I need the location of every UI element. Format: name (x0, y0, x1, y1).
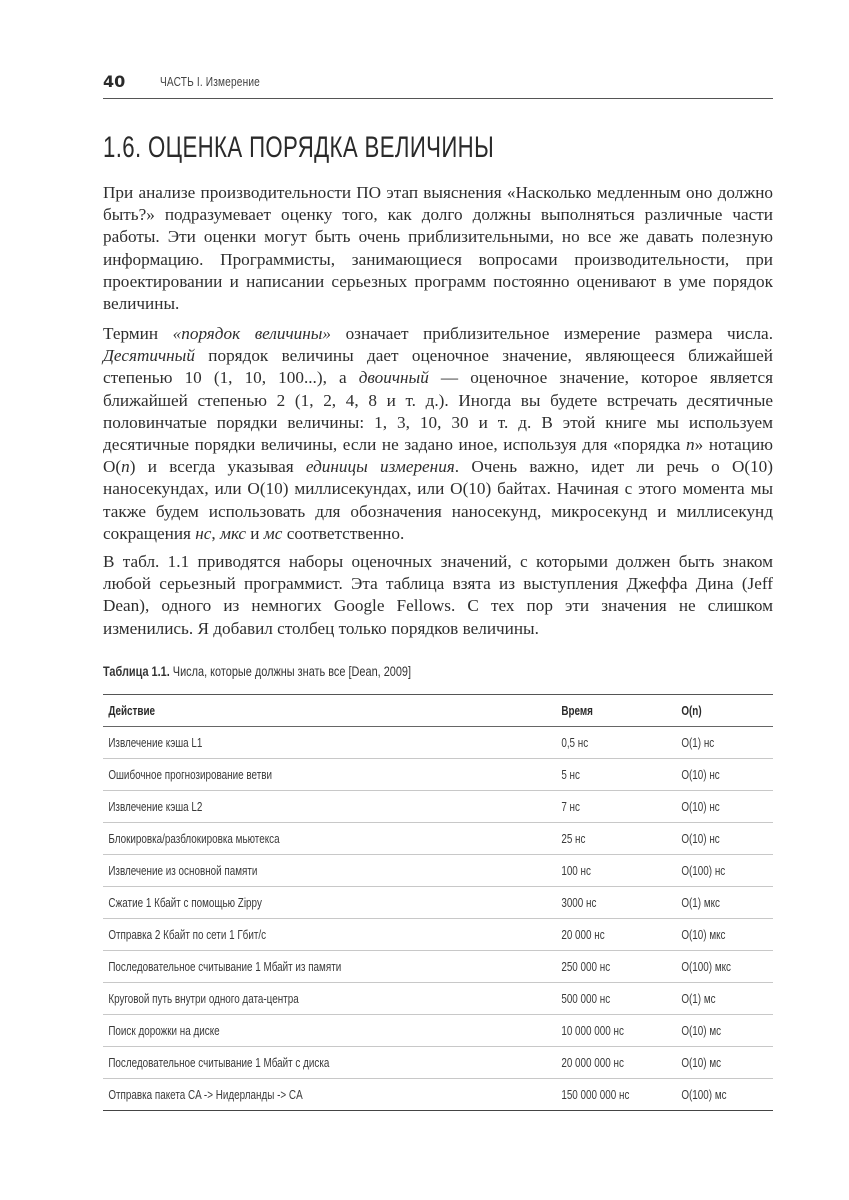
table-caption-label: Таблица 1.1. (103, 663, 170, 679)
paragraph-2 (103, 323, 773, 545)
cell-action-text: Поиск дорожки на диске (108, 1023, 220, 1038)
cell-order-text: O(10) нс (681, 799, 720, 814)
cell-time (556, 823, 676, 855)
emphasis-term: мс (263, 523, 283, 543)
cell-action (103, 855, 556, 887)
cell-order-text: O(100) нс (681, 863, 726, 878)
cell-action-text: Последовательное считывание 1 Мбайт с диска (108, 1055, 330, 1070)
table-row (103, 1079, 773, 1111)
cell-time (556, 887, 676, 919)
cell-order-text: O(100) мкс (681, 959, 731, 974)
cell-time-text: 250 000 нс (561, 959, 611, 974)
cell-action-text: Ошибочное прогнозирование ветви (108, 767, 272, 782)
cell-order (676, 919, 773, 951)
cell-time-text: 500 000 нс (561, 991, 611, 1006)
cell-action (103, 791, 556, 823)
text-span: означает приблизительное измерение размера числа. (331, 324, 773, 343)
header-label: O(n) (681, 703, 702, 718)
cell-time (556, 951, 676, 983)
cell-action (103, 951, 556, 983)
text-span: — оценочное значение, которое является ближайшей степенью 2 (1, 2, 4, 8 и т. д.). Иногда вы будете встречать десятичные половинчатые порядки величины: 1, 3, 10, 30 и т. д. В этой книге мы используем десятичные порядки величины, если не задано иное, используя для «порядка (103, 368, 773, 455)
cell-order (676, 1015, 773, 1047)
cell-action (103, 887, 556, 919)
cell-time-text: 150 000 000 нс (561, 1087, 630, 1102)
emphasis-term: n (686, 435, 695, 455)
cell-order (676, 791, 773, 823)
latency-table (103, 694, 773, 1111)
paragraph-3: В табл. 1.1 приводятся наборы оценочных значений, с которыми должен быть знаком любой серьезный программист. Эта таблица взята из выступления Джеффа Дина (Jeff Dean), одного из немногих Google Fellows. С тех пор эти значения не слишком изменились. Я добавил столбец только порядков величины. (103, 552, 773, 638)
emphasis-term: двоичный (358, 368, 429, 388)
cell-order-text: O(1) нс (681, 735, 715, 750)
table-caption-text: Числа, которые должны знать все [Dean, 2009] (169, 663, 412, 679)
page-number: 40 (103, 72, 126, 91)
cell-order-text: O(10) мс (681, 1023, 722, 1038)
cell-order (676, 823, 773, 855)
table-row (103, 823, 773, 855)
cell-action (103, 1015, 556, 1047)
cell-action-text: Извлечение из основной памяти (108, 863, 258, 878)
table-row (103, 791, 773, 823)
cell-order (676, 855, 773, 887)
cell-order-text: O(1) мс (681, 991, 716, 1006)
cell-action (103, 983, 556, 1015)
text-span: ) и всегда указывая (129, 457, 306, 477)
section-title: 1.6. ОЦЕНКА ПОРЯДКА ВЕЛИЧИНЫ (103, 131, 495, 164)
cell-time (556, 759, 676, 791)
emphasis-term: нс (195, 523, 212, 543)
cell-order (676, 759, 773, 791)
cell-action (103, 1047, 556, 1079)
part-label: ЧАСТЬ I. Измерение (160, 74, 260, 89)
table-row (103, 855, 773, 887)
table-header-row (103, 695, 773, 727)
cell-order (676, 983, 773, 1015)
text-span: , (211, 523, 221, 543)
text-span: соответственно. (282, 523, 405, 543)
cell-order-text: O(10) мкс (681, 927, 726, 942)
cell-order-text: O(1) мкс (681, 895, 720, 910)
cell-order (676, 1079, 773, 1111)
cell-time (556, 791, 676, 823)
cell-action (103, 919, 556, 951)
table-caption (103, 663, 411, 679)
cell-action (103, 823, 556, 855)
cell-order-text: O(10) мс (681, 1055, 722, 1070)
column-header-action (103, 695, 556, 727)
table-row (103, 887, 773, 919)
text-span: Термин (103, 324, 173, 343)
emphasis-term: n (121, 457, 130, 477)
table-row (103, 759, 773, 791)
table-row (103, 919, 773, 951)
cell-time-text: 25 нс (561, 831, 586, 846)
cell-action-text: Извлечение кэша L1 (108, 735, 203, 750)
emphasis-term: Десятичный (103, 346, 195, 366)
cell-time-text: 20 000 000 нс (561, 1055, 624, 1070)
text-span: порядок величины дает оценочное значение, являющееся ближайшей степенью 10 (1, 10, 100...), а (103, 346, 773, 388)
cell-action-text: Отправка пакета CA -> Нидерланды -> CA (108, 1087, 303, 1102)
cell-time-text: 100 нс (561, 863, 591, 878)
cell-action-text: Отправка 2 Кбайт по сети 1 Гбит/с (108, 927, 267, 942)
table-row (103, 727, 773, 759)
cell-action-text: Сжатие 1 Кбайт с помощью Zippy (108, 895, 262, 910)
text-span: . Очень важно, идет ли речь о O(10) наносекундах, или O(10) миллисекундах, или O(10) байтах. Начиная с этого момента мы также будем использовать для обозначения наносекунд, микросекунд и миллисекунд сокращения (103, 457, 773, 543)
column-header-time (556, 695, 676, 727)
cell-order (676, 727, 773, 759)
cell-order (676, 951, 773, 983)
emphasis-term: единицы измерения (305, 457, 455, 477)
cell-order-text: O(10) нс (681, 831, 720, 846)
cell-time (556, 727, 676, 759)
cell-time-text: 10 000 000 нс (561, 1023, 624, 1038)
cell-time-text: 3000 нс (561, 895, 597, 910)
cell-time (556, 1079, 676, 1111)
header-label: Действие (108, 703, 156, 718)
table-body (103, 727, 773, 1111)
table-row (103, 1015, 773, 1047)
cell-time-text: 5 нс (561, 767, 580, 782)
cell-action (103, 1079, 556, 1111)
cell-order-text: O(100) мс (681, 1087, 727, 1102)
cell-time (556, 919, 676, 951)
table-row (103, 1047, 773, 1079)
cell-action-text: Извлечение кэша L2 (108, 799, 203, 814)
cell-time-text: 20 000 нс (561, 927, 605, 942)
cell-time (556, 855, 676, 887)
cell-time (556, 1047, 676, 1079)
cell-time-text: 7 нс (561, 799, 580, 814)
table-row (103, 983, 773, 1015)
cell-time (556, 983, 676, 1015)
cell-action-text: Последовательное считывание 1 Мбайт из памяти (108, 959, 342, 974)
cell-order-text: O(10) нс (681, 767, 720, 782)
emphasis-term: мкс (220, 523, 246, 543)
cell-action-text: Круговой путь внутри одного дата-центра (108, 991, 299, 1006)
text-span: и (246, 523, 264, 543)
cell-order (676, 1047, 773, 1079)
paragraph-1: При анализе производительности ПО этап выяснения «Насколько медленным оно должно быть?» подразумевает оценку того, как долго должны выполняться различные части работы. Эти оценки могут быть очень приблизительными, но все же давать полезную информацию. Программисты, занимающиеся вопросами производительности, при проектировании и написании серьезных программ постоянно оценивают в уме порядок величины. (103, 183, 773, 314)
table-row (103, 951, 773, 983)
emphasis-term: «порядок величины» (172, 324, 331, 343)
cell-time-text: 0,5 нс (561, 735, 589, 750)
header-label: Время (561, 703, 593, 718)
cell-action (103, 759, 556, 791)
cell-action (103, 727, 556, 759)
cell-order (676, 887, 773, 919)
running-header (103, 70, 773, 99)
text-span: » нотацию O( (103, 435, 773, 477)
cell-action-text: Блокировка/разблокировка мьютекса (108, 831, 280, 846)
column-header-order (676, 695, 773, 727)
cell-time (556, 1015, 676, 1047)
